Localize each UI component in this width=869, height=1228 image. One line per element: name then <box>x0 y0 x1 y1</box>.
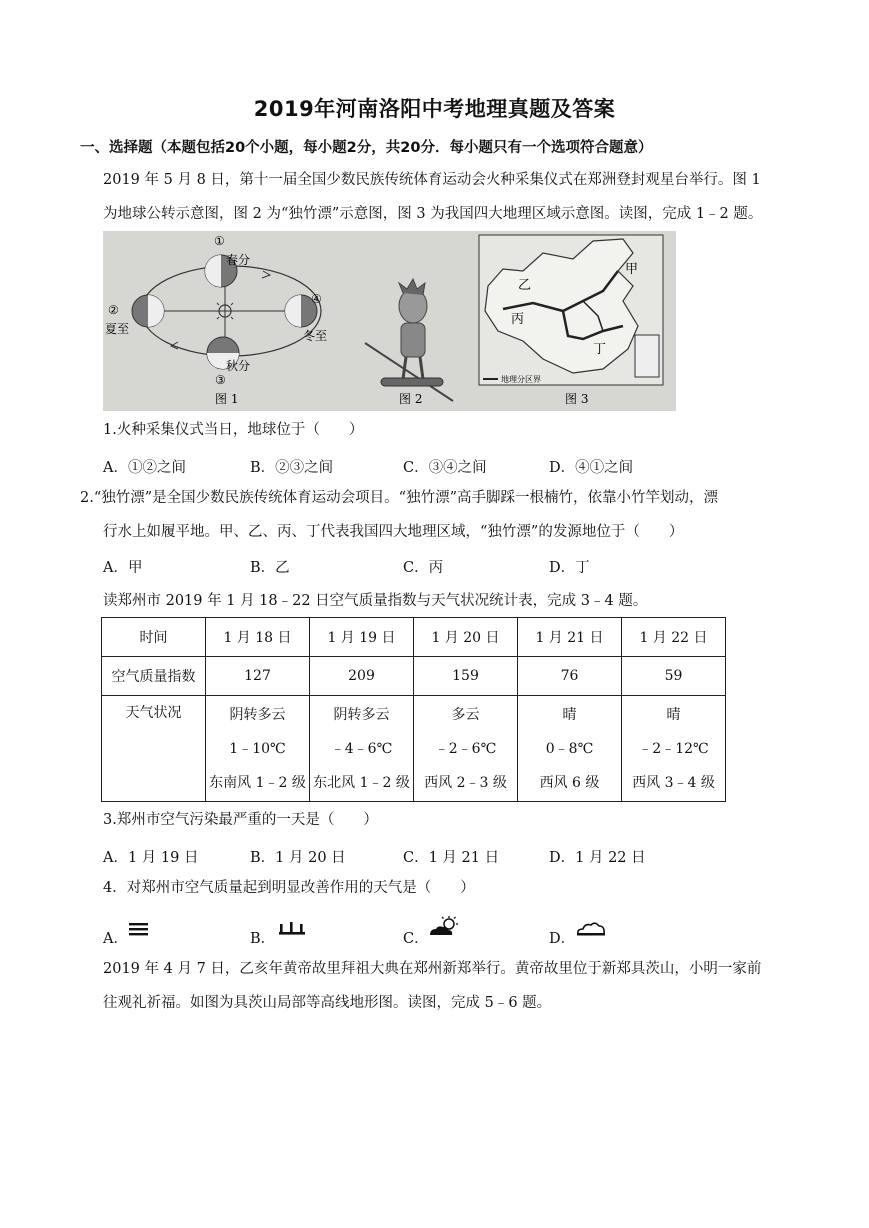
intro-line: 2019 年 5 月 8 日，第十一届全国少数民族传统体育运动会火种采集仪式在郑洲登封观星台举行。图 1 <box>103 172 761 188</box>
question-3-stem: 3.郑州市空气污染最严重的一天是（ ） <box>103 812 378 828</box>
intro-line: 往观礼祈福。如图为具茨山局部等高线地形图。读图，完成 5﹣6 题。 <box>103 995 552 1011</box>
svg-text:乙: 乙 <box>518 278 532 293</box>
question-2-line: 2.“独竹漂”是全国少数民族传统体育运动会项目。“独竹漂”高手脚踩一根楠竹，依靠小竹竿划动，漂 <box>80 490 718 506</box>
intro-line: 2019 年 4 月 7 日，乙亥年黄帝故里拜祖大典在郑州新郑举行。黄帝故里位于新郑具茨山，小明一家前 <box>103 961 762 977</box>
table-cell: 1 月 21 日 <box>518 618 622 657</box>
table-cell <box>310 696 414 802</box>
svg-text:丁: 丁 <box>593 342 607 357</box>
q4-option-c[interactable]: C． <box>403 931 429 947</box>
svg-text:②: ② <box>108 303 119 317</box>
weather-text: 晴 <box>666 706 681 723</box>
table-cell <box>206 696 310 802</box>
fog-icon <box>128 920 150 938</box>
table-row <box>102 696 726 802</box>
table-cell: 空气质量指数 <box>102 657 206 696</box>
q1-option-b[interactable]: B．②③之间 <box>250 460 334 476</box>
temperature-text: 0﹣8℃ <box>545 740 594 757</box>
q2-option-a[interactable]: A．甲 <box>103 560 143 576</box>
svg-text:甲: 甲 <box>625 262 639 277</box>
question-4-stem: 4．对郑州市空气质量起到明显改善作用的天气是（ ） <box>103 880 475 896</box>
table-cell: 159 <box>414 657 518 696</box>
page-title: 2019年河南洛阳中考地理真题及答案 <box>253 97 616 121</box>
q2-option-b[interactable]: B．乙 <box>250 560 290 576</box>
figure-illustration <box>103 231 676 411</box>
svg-text:丙: 丙 <box>511 312 525 327</box>
wind-text: 东南风 1﹣2 级 <box>209 774 306 791</box>
table-cell: 59 <box>622 657 726 696</box>
q1-option-d[interactable]: D．④①之间 <box>549 460 634 476</box>
svg-text:秋分: 秋分 <box>226 359 251 373</box>
table-cell: 1 月 18 日 <box>206 618 310 657</box>
q3-option-b[interactable]: B．1 月 20 日 <box>250 850 346 866</box>
weather-text: 晴 <box>562 706 577 723</box>
temperature-text: ﹣4﹣6℃ <box>330 740 393 757</box>
cell-text: 天气状况 <box>125 705 182 721</box>
svg-text:④: ④ <box>311 292 322 306</box>
table-cell: 时间 <box>102 618 206 657</box>
q1-option-c[interactable]: C．③④之间 <box>403 460 487 476</box>
temperature-text: 1﹣10℃ <box>229 740 286 757</box>
intro-line: 为地球公转示意图，图 2 为“独竹漂”示意图，图 3 为我国四大地理区域示意图。读图，完成 1﹣2 题。 <box>103 206 763 222</box>
wind-text: 西风 3﹣4 级 <box>632 774 715 791</box>
china-regions-map <box>479 235 663 385</box>
weather-text: 多云 <box>451 706 480 723</box>
table-cell <box>102 696 206 802</box>
figure-panel <box>103 231 676 411</box>
table-cell: 76 <box>518 657 622 696</box>
temperature-text: ﹣2﹣6℃ <box>434 740 497 757</box>
svg-text:春分: 春分 <box>226 253 251 267</box>
section-heading: 一、选择题（本题包括20个小题，每小题2分，共20分．每小题只有一个选项符合题意） <box>80 140 653 156</box>
weather-text: 阴转多云 <box>229 706 286 723</box>
q2-option-d[interactable]: D．丁 <box>549 560 590 576</box>
weather-text: 阴转多云 <box>333 706 390 723</box>
table-row <box>102 657 726 696</box>
svg-text:夏至: 夏至 <box>105 322 130 336</box>
wind-text: 东北风 1﹣2 级 <box>313 774 410 791</box>
svg-text:③: ③ <box>215 373 226 387</box>
table-cell <box>518 696 622 802</box>
partly-cloudy-icon <box>428 916 460 938</box>
table-cell <box>414 696 518 802</box>
q3-option-a[interactable]: A．1 月 19 日 <box>103 850 199 866</box>
wind-text: 西风 2﹣3 级 <box>424 774 507 791</box>
wind-text: 西风 6 级 <box>539 774 600 791</box>
q4-option-b[interactable]: B． <box>250 931 276 947</box>
table-cell: 1 月 20 日 <box>414 618 518 657</box>
question-2-line: 行水上如履平地。甲、乙、丙、丁代表我国四大地理区域，“独竹漂”的发源地位于（ ） <box>103 524 684 540</box>
svg-text:图 1: 图 1 <box>215 392 239 406</box>
intro-line: 读郑州市 2019 年 1 月 18﹣22 日空气质量指数与天气状况统计表，完成 3﹣4 题。 <box>103 593 648 609</box>
table-cell: 209 <box>310 657 414 696</box>
table-cell: 1 月 22 日 <box>622 618 726 657</box>
sandstorm-icon <box>278 920 306 938</box>
table-cell <box>622 696 726 802</box>
q2-option-c[interactable]: C．丙 <box>403 560 444 576</box>
q3-option-d[interactable]: D．1 月 22 日 <box>549 850 646 866</box>
temperature-text: ﹣2﹣12℃ <box>638 740 709 757</box>
svg-text:①: ① <box>214 234 225 248</box>
q4-option-d[interactable]: D． <box>549 931 576 947</box>
svg-text:地理分区界: 地理分区界 <box>501 375 541 384</box>
svg-text:图 3: 图 3 <box>565 392 589 406</box>
question-1-stem: 1.火种采集仪式当日，地球位于（ ） <box>103 422 364 438</box>
q4-option-a[interactable]: A． <box>103 931 128 947</box>
cloudy-icon <box>575 919 607 937</box>
table-header-row <box>102 618 726 657</box>
weather-table <box>101 617 726 802</box>
table-cell: 127 <box>206 657 310 696</box>
q1-option-a[interactable]: A．①②之间 <box>103 460 186 476</box>
q3-option-c[interactable]: C．1 月 21 日 <box>403 850 500 866</box>
svg-text:冬至: 冬至 <box>303 329 328 343</box>
table-cell: 1 月 19 日 <box>310 618 414 657</box>
svg-text:图 2: 图 2 <box>399 392 423 406</box>
